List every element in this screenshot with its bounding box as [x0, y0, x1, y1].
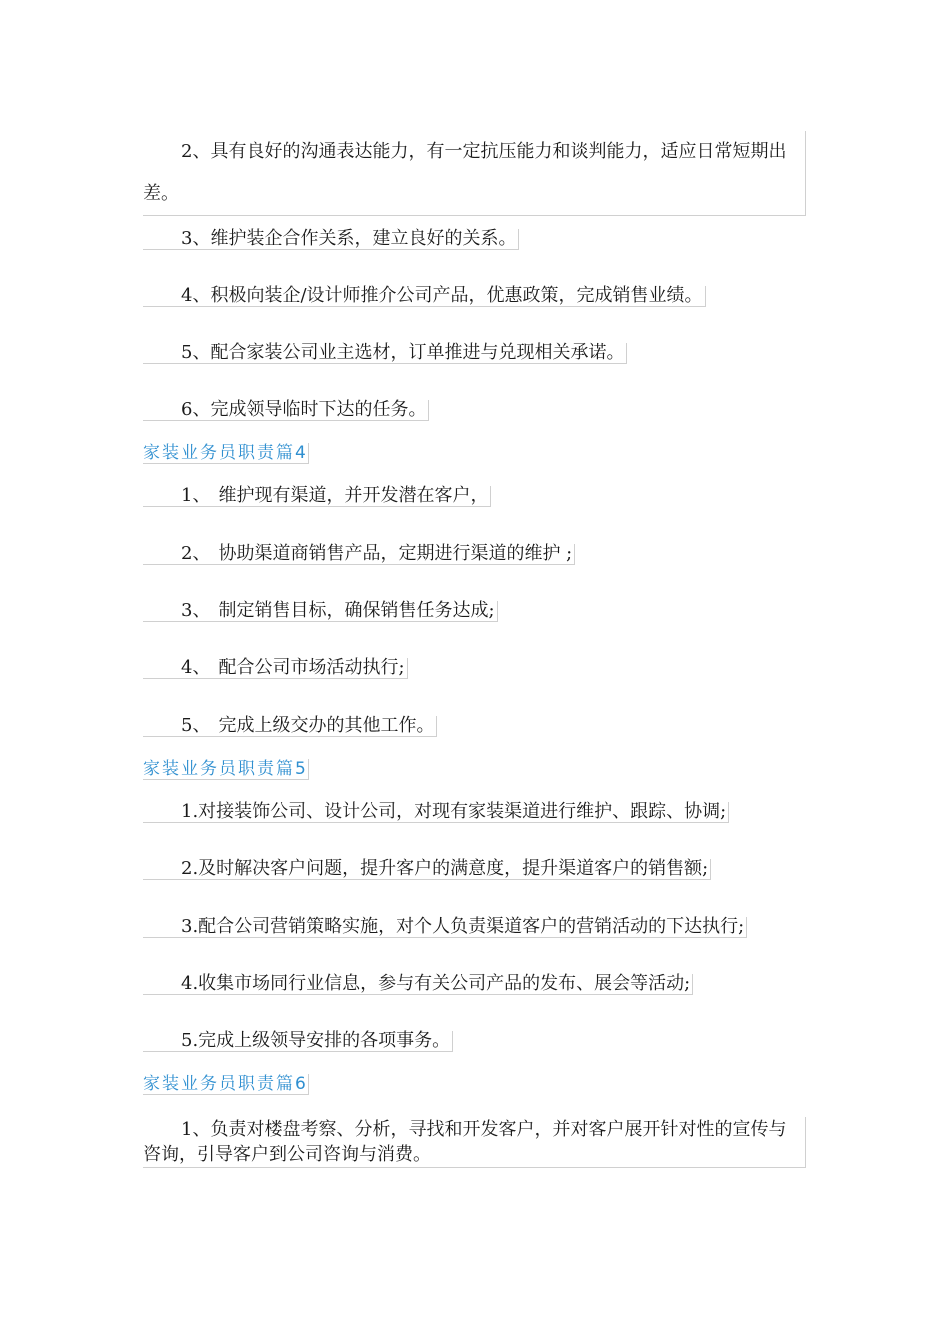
paragraph-text: 协助渠道商销售产品，定期进行渠道的维护 ;	[218, 543, 573, 564]
paragraph-s5-item-1	[143, 802, 729, 823]
heading-number: 5	[295, 759, 306, 779]
heading-number: 4	[295, 443, 306, 463]
paragraph-text: 配合公司市场活动执行;	[218, 657, 405, 678]
paragraph-s4-item-4	[143, 658, 408, 679]
paragraph-s5-item-4	[143, 974, 693, 995]
section-heading-4	[143, 443, 309, 464]
paragraph-s3-item-5	[143, 343, 627, 364]
paragraph-s3-item-3	[143, 229, 519, 250]
item-number: 2、	[181, 543, 211, 564]
heading-text: 家装业务员职责篇	[143, 759, 295, 779]
paragraph-text: 3.配合公司营销策略实施，对个人负责渠道客户的营销活动的下达执行;	[181, 916, 745, 937]
paragraph-text: 4.收集市场同行业信息，参与有关公司产品的发布、展会等活动;	[181, 973, 691, 994]
paragraph-text: 6、完成领导临时下达的任务。	[181, 399, 427, 420]
paragraph-s4-item-2	[143, 544, 575, 565]
paragraph-text: 2.及时解决客户问题，提升客户的满意度，提升渠道客户的销售额;	[181, 858, 709, 879]
paragraph-s4-item-5	[143, 716, 437, 737]
paragraph-s3-item-6	[143, 400, 429, 421]
paragraph-text: 2、具有良好的沟通表达能力，有一定抗压能力和谈判能力，适应日常短期出差。	[143, 141, 787, 204]
paragraph-text: 制定销售目标，确保销售任务达成;	[218, 600, 495, 621]
paragraph-text: 1.对接装饰公司、设计公司，对现有家装渠道进行维护、跟踪、协调;	[181, 801, 727, 822]
section-heading-5	[143, 759, 309, 780]
paragraph-s4-item-3	[143, 601, 498, 622]
paragraph-s5-item-2	[143, 859, 711, 880]
paragraph-text: 5、配合家装公司业主选材，订单推进与兑现相关承诺。	[181, 342, 625, 363]
paragraph-s3-item-4	[143, 286, 706, 307]
paragraph-s4-item-1	[143, 486, 491, 507]
section-heading-6	[143, 1074, 309, 1095]
paragraph-text: 维护现有渠道，并开发潜在客户，	[218, 485, 489, 506]
item-number: 1、	[181, 485, 211, 506]
heading-text: 家装业务员职责篇	[143, 1074, 295, 1094]
paragraph-text: 完成上级交办的其他工作。	[218, 715, 435, 736]
heading-text: 家装业务员职责篇	[143, 443, 295, 463]
paragraph-text: 3、维护装企合作关系，建立良好的关系。	[181, 228, 517, 249]
paragraph-s6-item-1	[143, 1117, 806, 1168]
item-number: 4、	[181, 657, 211, 678]
item-number: 3、	[181, 600, 211, 621]
item-number: 5、	[181, 715, 211, 736]
paragraph-s5-item-3	[143, 917, 747, 938]
paragraph-s3-item-2	[143, 131, 806, 216]
paragraph-text: 1、负责对楼盘考察、分析，寻找和开发客户，并对客户展开针对性的宣传与咨询，引导客户到公司咨询与消费。	[143, 1119, 787, 1165]
heading-number: 6	[295, 1074, 306, 1094]
paragraph-s5-item-5	[143, 1031, 453, 1052]
paragraph-text: 4、积极向装企/设计师推介公司产品，优惠政策，完成销售业绩。	[181, 285, 703, 306]
paragraph-text: 5.完成上级领导安排的各项事务。	[181, 1030, 451, 1051]
